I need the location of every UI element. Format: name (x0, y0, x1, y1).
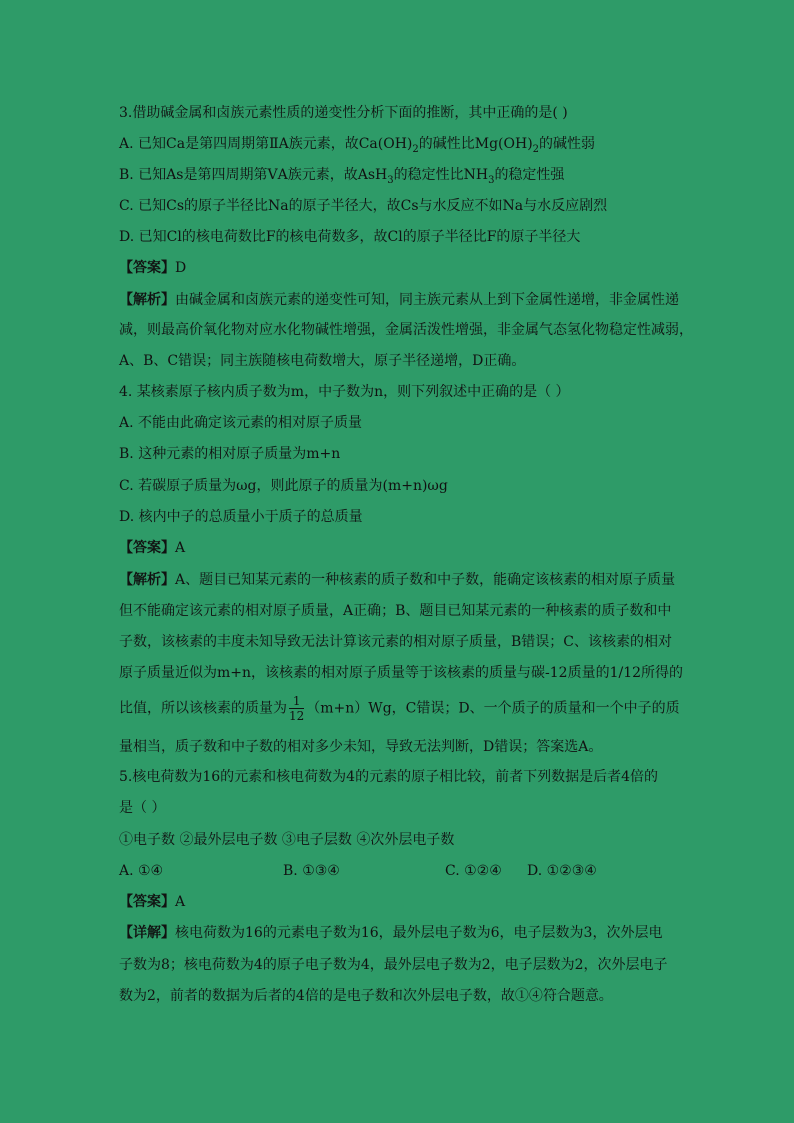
q4-stem: 4. 某核素原子核内质子数为m，中子数为n，则下列叙述中正确的是（ ） (119, 384, 570, 400)
q5-option-c: C. ①②④ (445, 863, 502, 879)
q3-analysis-line-1: 【解析】由碱金属和卤族元素的递变性可知，同主族元素从上到下金属性递增，非金属性递 (119, 292, 679, 308)
q4-analysis-line-5: 比值，所以该核素的质量为 $\frac{1}{12}$ （m+n）Wg，C错误；D、一个质子的质量和一个中子的质 (119, 694, 680, 723)
q4-option-b: B. 这种元素的相对原子质量为m+n (119, 446, 341, 462)
q4-analysis-line-2: 但不能确定该元素的相对原子质量，A正确；B、题目已知某元素的一种核素的质子数和中 (119, 603, 672, 619)
q3-option-c: C. 已知Cs的原子半径比Na的原子半径大，故Cs与水反应不如Na与水反应剧烈 (119, 198, 608, 214)
q3-answer: 【答案】D (119, 260, 187, 276)
q4-option-d: D. 核内中子的总质量小于质子的总质量 (119, 509, 363, 525)
q5-items: ①电子数 ②最外层电子数 ③电子层数 ④次外层电子数 (119, 832, 455, 848)
q4-analysis-line-6: 量相当，质子数和中子数的相对多少未知，导致无法判断，D错误；答案选A。 (119, 739, 603, 755)
q5-detail-line-1: 【详解】核电荷数为16的元素电子数为16，最外层电子数为6，电子层数为3，次外层电 (119, 925, 663, 941)
q3-option-d: D. 已知Cl的核电荷数比F的核电荷数多，故Cl的原子半径比F的原子半径大 (119, 229, 581, 245)
detail-tag: 【详解】 (119, 925, 175, 941)
q3-option-b: B. 已知As是第四周期第ⅤA族元素，故AsH$_3$的稳定性比$NH_3$的稳定性强 (119, 167, 565, 186)
q4-analysis-line-3: 子数，该核素的丰度未知导致无法计算该元素的相对原子质量，B错误；C、该核素的相对 (119, 634, 672, 650)
fraction: $\frac{1}{12}$ (289, 694, 305, 723)
q5-option-b: B. ①③④ (283, 863, 340, 879)
q3-option-a: A. 已知Ca是第四周期第ⅡA族元素，故$Ca(OH)_2$的碱性比$Mg(OH)_2$的碱性弱 (119, 136, 596, 155)
q3-analysis-line-2: 减，则最高价氧化物对应水化物碱性增强，金属活泼性增强，非金属气态氢化物稳定性减弱， (119, 322, 693, 338)
q5-stem-line-2: 是（ ） (119, 800, 166, 816)
answer-tag: 【答案】 (119, 540, 175, 556)
q3-analysis-line-3: A、B、C错误；同主族随核电荷数增大，原子半径递增，D正确。 (119, 353, 526, 369)
q4-option-c: C. 若碳原子质量为ωg，则此原子的质量为(m+n)ωg (119, 478, 448, 494)
q5-stem-line-1: 5.核电荷数为16的元素和核电荷数为4的元素的原子相比较，前者下列数据是后者4倍的 (119, 769, 658, 785)
q4-answer: 【答案】A (119, 540, 186, 556)
q3-stem: 3.借助碱金属和卤族元素性质的递变性分析下面的推断，其中正确的是( ) (119, 105, 568, 121)
answer-tag: 【答案】 (119, 894, 175, 910)
q5-detail-line-2: 子数为8；核电荷数为4的原子电子数为4，最外层电子数为2，电子层数为2，次外层电子 (119, 957, 668, 973)
q4-analysis-line-4: 原子质量近似为m+n，该核素的相对原子质量等于该核素的质量与碳-12质量的1/12所得的 (119, 665, 684, 681)
analysis-tag: 【解析】 (119, 572, 175, 588)
q4-option-a: A. 不能由此确定该元素的相对原子质量 (119, 415, 363, 431)
answer-tag: 【答案】 (119, 260, 175, 276)
q5-option-a: A. ①④ (119, 863, 164, 879)
q5-detail-line-3: 数为2，前者的数据为后者的4倍的是电子数和次外层电子数，故①④符合题意。 (119, 988, 613, 1004)
q5-option-d: D. ①②③④ (527, 863, 597, 879)
q4-analysis-line-1: 【解析】A、题目已知某元素的一种核素的质子数和中子数，能确定该核素的相对原子质量 (119, 572, 676, 588)
analysis-tag: 【解析】 (119, 292, 175, 308)
q5-answer: 【答案】A (119, 894, 186, 910)
